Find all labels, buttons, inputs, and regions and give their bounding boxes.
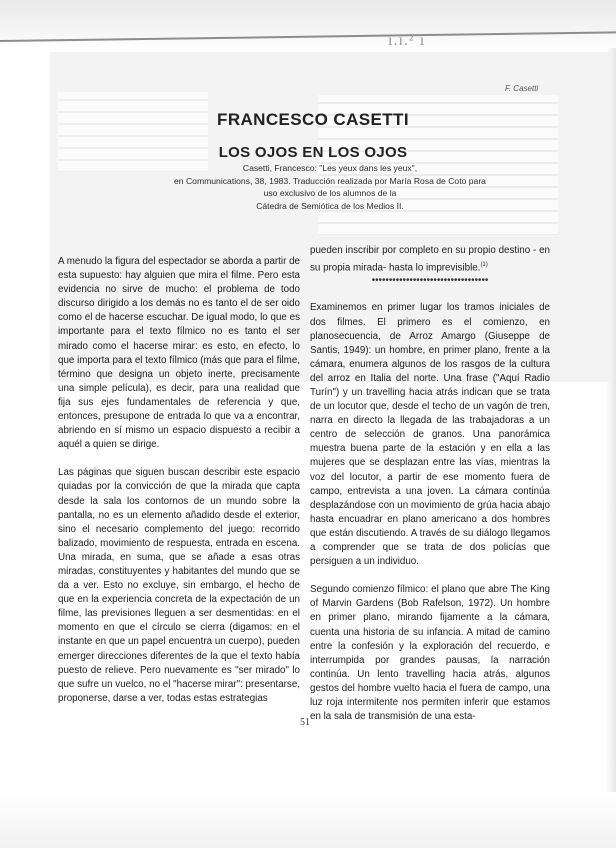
left-column [58, 255, 300, 706]
scan-handwritten-mark: ı.ı.² ı [388, 32, 426, 49]
continuation-text: pueden inscribir por completo en su propio destino - en su propia mirada- hasta lo imprevisible. [310, 245, 550, 274]
scan-bottom-margin [0, 792, 616, 848]
paragraph: Las páginas que siguen buscan describir este espacio quiadas por la convicción de que la mirada que capta desde la sala los contornos de un mundo sobre la pantalla, no es un elemento añadido desde el exterior, sino el necesario complemento del juego: recorrido balizado, movimiento de respuesta, entrada en escena. Una mirada, en suma, que se añade a esas otras miradas, constituyentes y habitantes del mundo que se da a ver. Esto no excluye, sin embargo, el hecho de que en la experiencia concreta de la expectación de un filme, las previsiones lleguen a ser desmentidas: en el momento en que el círculo se cierra (digamos: en el instante en que un papel encuentra un cuerpo), pueden emerger direcciones diferentes de la que el texto había puesto de relieve. Pero nuevamente es "ser mirado" lo que sufre un vuelco, no el "hacerse mirar": presentarse, proponerse, darse a ver, todas estas estrategias [58, 467, 300, 704]
credits-block [120, 162, 540, 212]
article-title: LOS OJOS EN LOS OJOS [218, 144, 408, 161]
credits-line: uso exclusivo de los alumnos de la [263, 188, 397, 199]
credits-line: en Communications, 38, 1983. Traducción realizada por María Rosa de Coto para [174, 175, 486, 186]
footnote-marker: (1) [480, 262, 488, 269]
scan-top-margin [0, 0, 616, 48]
credits-line: Cátedra de Semiótica de los Medios II. [256, 200, 404, 211]
credits-line: Casetti, Francesco: "Les yeux dans les yeux", [242, 163, 418, 173]
paragraph: A menudo la figura del espectador se aborda a partir de esta supuesto: hay alguien que mira el filme. Pero esta evidencia no sirve de mucho: el problema de todo discurso dirigido a los demás no es tanto el de ser oido como el de hacerse escuchar. De igual modo, lo que es importante para el texto fílmico no es tanto el ser mirado como el hacerse mirar: es esto, en efecto, lo que importa para el texto fílmico (más que para el filme, término que designa un objeto inerte, precisamente una simple película), es decir, para una realidad que fija sus ejes fundamentales de referencia y que, entonces, presupone de entrada lo que va a encontrar, abriendo en sí mismo un espacio dispuesto a recibir a aquél a quien se dirige. [58, 256, 300, 451]
paragraph-continuation [310, 244, 550, 275]
right-column [310, 244, 550, 724]
paragraph: Examinemos en primer lugar los tramos iniciales de dos filmes. El primero es el comienzo, en planosecuencia, de Arroz Amargo (Giuseppe de Santis, 1949): un hombre, en primer plano, frente a la cámara, enumera algunos de los rasgos de la cultura del arroz en Italia del norte. Una frase ("Aquí Radio Turín") y un travelling hacia atrás indican que se trata de un locutor que, desde el techo de un vagón de tren, narra en directo la llegada de las trabajadoras a un centro de selección de granos. Una panorámica muestra buena parte de la estación y en ella a las mujeres que se desplazan entre las vías, mientras la voz del locutor, a partir de ese momento fuera de campo, entrevista a una joven. La cámara continúa desplazándose con un movimiento de grúa hacia abajo hasta encuadrar en plano americano a dos hombres que están discutiendo. A través de su diálogo llegamos a comprender que se trata de dos policías que persiguen a un individuo. [310, 302, 550, 568]
section-separator: •••••••••••••••••••••••••••••••••• [371, 275, 489, 287]
running-head: F. Casetti [505, 84, 539, 93]
page-number: 51 [300, 717, 310, 728]
paragraph: Segundo comienzo fílmico: el plano que abre The King of Marvin Gardens (Bob Rafelson, 1972). Un hombre en primer plano, mirando fijamente a la cámara, cuenta una historia de su infancia. A mitad de camino entre la confesión y la exploración del recuerdo, e interrumpida por grandes pausas, la narración continúa. Un lento travelling hacia atrás, algunos gestos del hombre vuelto hacia el fuera de campo, una luz roja intermitente nos permiten inferir que estamos en la sala de transmisión de una esta- [310, 584, 550, 723]
author-name: FRANCESCO CASETTI [217, 110, 409, 129]
